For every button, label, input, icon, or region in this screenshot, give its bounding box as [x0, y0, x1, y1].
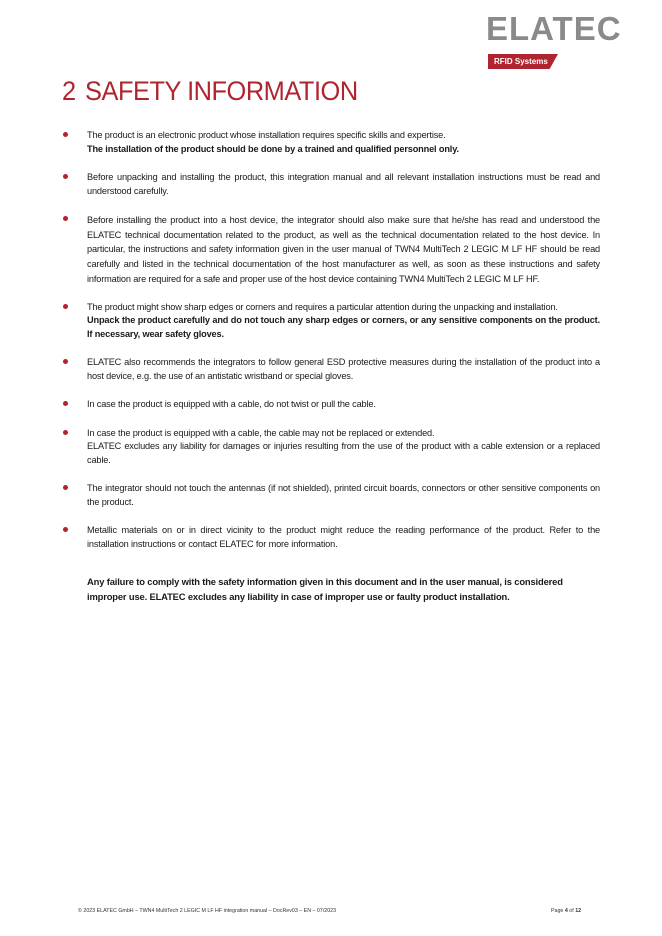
- list-item: [62, 398, 600, 412]
- bullet-icon: [63, 359, 68, 364]
- list-item: [62, 213, 600, 287]
- section-title: SAFETY INFORMATION: [85, 76, 358, 106]
- item-emphasis: The installation of the product should be done by a trained and qualified personnel only.: [87, 143, 459, 154]
- list-item: [62, 356, 600, 383]
- item-text: The product is an electronic product whose installation requires specific skills and expertise.: [87, 130, 446, 140]
- item-emphasis: Unpack the product carefully and do not touch any sharp edges or corners, or any sensitive components on the product. If necessary, wear safety gloves.: [87, 315, 600, 339]
- safety-list: [62, 129, 600, 551]
- item-text: Metallic materials on or in direct vicinity to the product might reduce the reading performance of the product. Refer to the installation instructions or contact ELATEC for more information.: [87, 525, 600, 549]
- item-text-continued: ELATEC excludes any liability for damages or injuries resulting from the use of the product with a cable extension or a replaced cable.: [87, 441, 600, 465]
- item-text: The integrator should not touch the antennas (if not shielded), printed circuit boards, connectors or other sensitive components on the product.: [87, 483, 600, 507]
- list-item: [62, 171, 600, 198]
- bullet-icon: [63, 304, 68, 309]
- list-item: [62, 482, 600, 509]
- item-text: In case the product is equipped with a cable, do not twist or pull the cable.: [87, 399, 376, 410]
- list-item: [62, 301, 600, 342]
- page-label: Page: [551, 908, 564, 914]
- item-text: The product might show sharp edges or corners and requires a particular attention during the unpacking and installation.: [87, 301, 558, 312]
- bullet-icon: [63, 527, 68, 532]
- footer-copyright: © 2023 ELATEC GmbH – TWN4 MultiTech 2 LEGIC M LF HF integration manual – DocRev03 – EN – 07/2023: [78, 908, 337, 914]
- section-number: 2: [62, 76, 76, 106]
- page-current: 4: [564, 908, 568, 914]
- logo-wordmark: ELATEC: [486, 10, 622, 47]
- item-text: Before installing the product into a host device, the integrator should also make sure that he/she has read and understood the ELATEC technical documentation related to the product, as well as the technical documentation related to the host device. In particular, the instructions and safety information given in the user manual of TWN4 MultiTech 2 LEGIC M LF HF should be read carefully and listed in the technical documentation of the host manufacturer as well, as soon as these instructions and safety information are required for a safe and proper use of the host device containing TWN4 MultiTech 2 LEGIC M LF HF.: [87, 215, 600, 284]
- section-heading: [62, 76, 358, 107]
- item-text: In case the product is equipped with a cable, the cable may not be replaced or extended.: [87, 427, 435, 438]
- list-item: [62, 427, 600, 468]
- bullet-icon: [63, 485, 68, 490]
- list-item: [62, 524, 600, 551]
- footer-page-number: [551, 908, 581, 914]
- bullet-icon: [63, 132, 68, 137]
- item-text: ELATEC also recommends the integrators to follow general ESD protective measures during the installation of the product into a host device, e.g. the use of an antistatic wristband or special gloves.: [87, 357, 600, 381]
- bullet-icon: [63, 430, 68, 435]
- bullet-icon: [63, 216, 68, 221]
- list-item: [62, 129, 600, 156]
- elatec-logo: [486, 10, 622, 66]
- item-text: Before unpacking and installing the product, this integration manual and all relevant installation instructions must be read and understood carefully.: [87, 172, 600, 196]
- liability-notice: Any failure to comply with the safety information given in this document and in the user manual, is considered improper use. ELATEC excludes any liability in case of improper use or faulty product installation.: [87, 576, 563, 602]
- bullet-icon: [63, 174, 68, 179]
- logo-tagline: RFID Systems: [494, 57, 548, 66]
- page-total: 12: [575, 908, 582, 914]
- page-of: of: [569, 908, 574, 914]
- bullet-icon: [63, 401, 68, 406]
